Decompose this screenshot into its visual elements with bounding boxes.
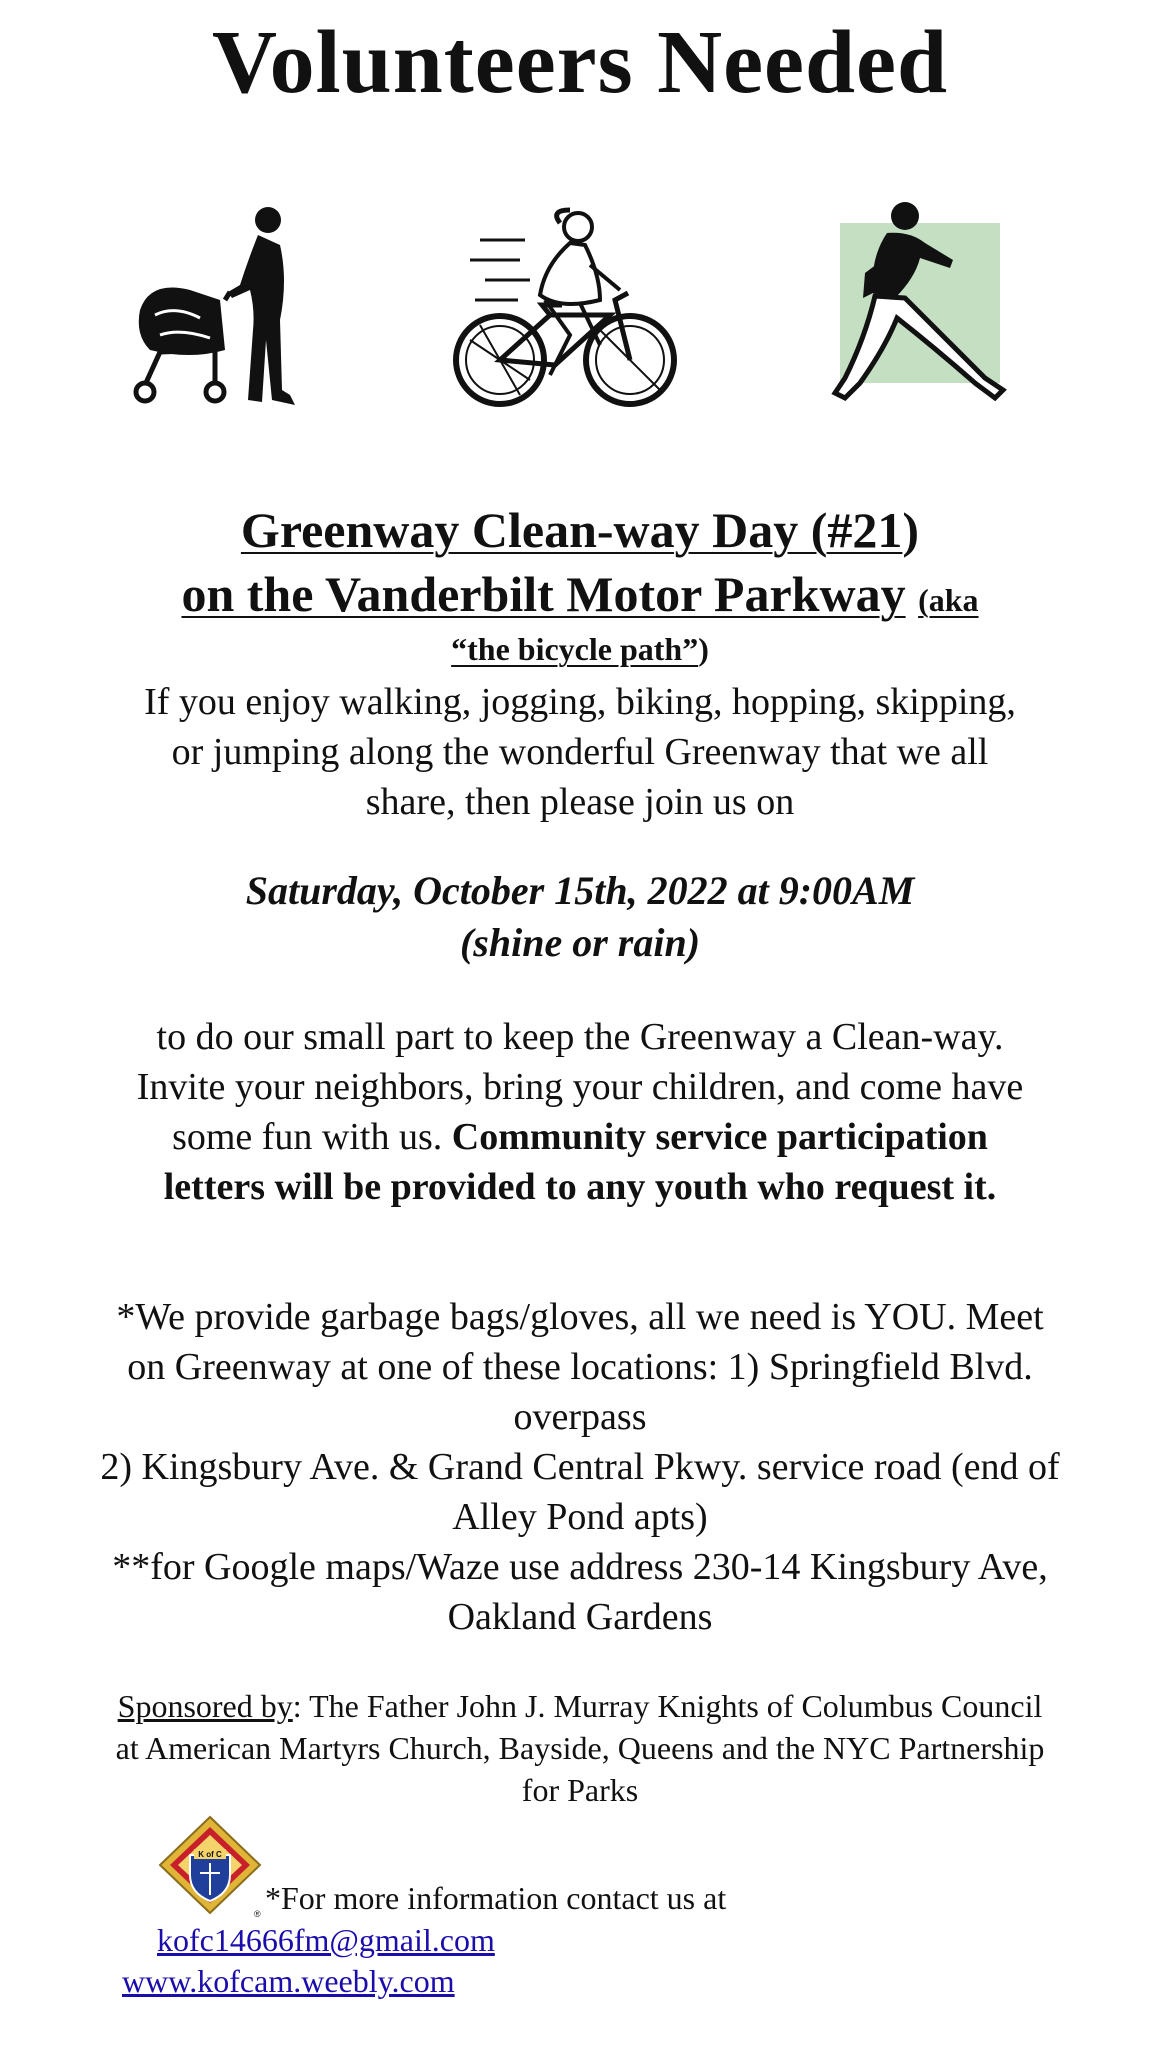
sponsor-label: Sponsored by xyxy=(117,1688,293,1724)
kofc-logo-icon xyxy=(158,1815,262,1920)
page-title: Volunteers Needed xyxy=(211,13,949,112)
event-title-line3-tail: ) xyxy=(698,631,709,667)
details-normal: to do our small part to keep the Greenway a Clean-way. Invite your neighbors, bring your children, and come have some fun with us. xyxy=(136,1016,1024,1158)
bicycle-icon xyxy=(450,205,680,410)
details-bold: Community service participation letters will be provided to any youth who request it. xyxy=(163,1116,997,1208)
logo-text: K of C xyxy=(198,1850,222,1859)
runner-icon xyxy=(825,198,1015,413)
intro-paragraph: If you enjoy walking, jogging, biking, hopping, skipping, or jumping along the wonderful Greenway that we all share, then please join us on xyxy=(144,681,1016,823)
logistics-line-2: 2) Kingsbury Ave. & Grand Central Pkwy. service road (end of Alley Pond apts) xyxy=(100,1446,1060,1538)
event-date-line: Saturday, October 15th, 2022 at 9:00AM xyxy=(245,868,915,913)
event-title-line1-tail: ) xyxy=(902,502,920,558)
event-weather-note: (shine or rain) xyxy=(459,920,701,965)
contact-line: *For more information contact us at xyxy=(265,1880,727,1916)
logistics-line-3: **for Google maps/Waze use address 230-14 Kingsbury Ave, Oakland Gardens xyxy=(112,1546,1048,1638)
email-link[interactable]: kofc14666fm@gmail.com xyxy=(157,1922,495,1958)
event-title-aka: (aka xyxy=(918,582,979,618)
website-link[interactable]: www.kofcam.weebly.com xyxy=(122,1963,455,1999)
logistics-paragraph xyxy=(100,1292,1060,1642)
event-title-line1: Greenway Clean-way Day (#21 xyxy=(240,502,903,558)
details-paragraph xyxy=(130,1012,1030,1212)
event-title-line2: on the Vanderbilt Motor Parkway xyxy=(181,566,906,622)
stroller-icon xyxy=(120,200,320,410)
event-title xyxy=(0,498,1160,672)
logistics-line-1: *We provide garbage bags/gloves, all we need is YOU. Meet on Greenway at one of these locations: 1) Springfield Blvd. overpass xyxy=(116,1296,1044,1438)
event-title-nickname: “the bicycle path” xyxy=(451,631,699,667)
logo-registered: ® xyxy=(254,1909,261,1919)
sponsor-text: : The Father John J. Murray Knights of Columbus Council at American Martyrs Church, Bayside, Queens and the NYC Partnership for Parks xyxy=(115,1688,1045,1808)
sponsor-paragraph xyxy=(110,1685,1050,1811)
event-date xyxy=(0,865,1160,969)
